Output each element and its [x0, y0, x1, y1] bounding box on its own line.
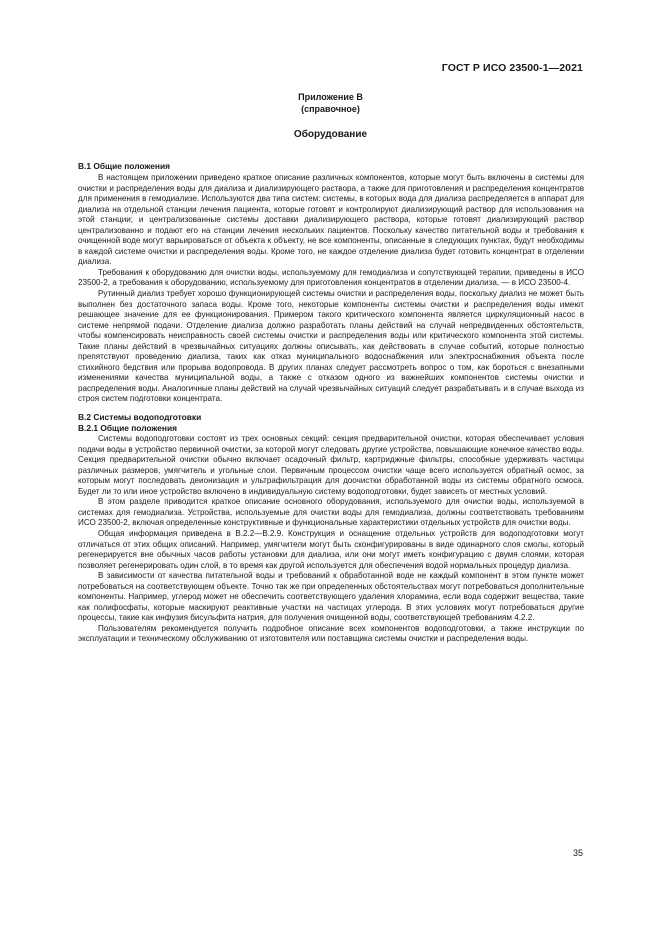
paragraph: Общая информация приведена в В.2.2—В.2.9. Конструкция и оснащение отдельных устройств для водоподготовки могут отличаться от этих общих описаний. Например, умягчители могут быть сконфигурированы в виде одинарного слоя смолы, который регенерируется вне обычных часов работы установки для диализа, или они могут иметь конфигурацию с двумя слоями, которая позволяет регенерировать один слой, в то время как другой используется для обеспечения водой нормальных процедур диализа. [78, 528, 584, 570]
section-heading-b1: В.1 Общие положения [78, 161, 171, 171]
subsection-heading-b2-1: В.2.1 Общие положения [78, 423, 177, 434]
annex-subtitle: (справочное) [301, 104, 360, 114]
paragraph: В этом разделе приводится краткое описание основного оборудования, используемого для очистки воды, используемой в системах для гемодиализа. Устройства, используемые для очистки воды для гемодиализа, должны соответствовать требованиям ИСО 23500-2, включая определенные конструктивные и функциональные характеристики отдельных устройств для очистки воды. [78, 497, 584, 528]
annex-heading: Оборудование [293, 129, 368, 140]
paragraph: Пользователям рекомендуется получить подробное описание всех компонентов водоподготовки, а также инструкции по эксплуатации и техническому обслуживанию от изготовителя или поставщика системы очистки и распределения воды. [78, 623, 584, 644]
annex-block [0, 91, 661, 115]
standard-header: ГОСТ Р ИСО 23500-1—2021 [441, 62, 583, 74]
paragraph: В настоящем приложении приведено краткое описание различных компонентов, которые могут быть включены в системы для очистки и распределения воды для диализа и диализирующего раствора, а также для приготовления и распределения концентратов для применения в гемодиализе. Используются два типа систем: системы, в которых вода для диализа распределяется в аппарат для диализа на отдельной станции лечения пациента, которые готовят и контролируют диализирующий раствор для использования на этой станции; и централизованные системы доставки диализирующего раствора, которые готовят диализирующий раствор централизованно и подают его на станции лечения нескольких пациентов. Поскольку качество питательной воды и требования к очищенной воде могут варьироваться от объекта к объекту, не все компоненты, описанные в следующих пунктах, будут необходимы в каждой системе очистки и распределения воды. Кроме того, не каждое отделение диализа будет готовить концентрат в отделении диализа. [78, 173, 584, 267]
paragraph: Системы водоподготовки состоят из трех основных секций: секция предварительной очистки, которая обеспечивает условия подачи воды в устройство первичной очистки, за которой могут следовать другие устройства, повышающие конечное качество воды. Секция предварительной очистки обычно включает осадочный фильтр, картриджные фильтры, способные удерживать частицы различных размеров, умягчитель и угольные слои. Первичным процессом очистки чаще всего используется обратный осмос, за которым могут последовать деионизация и ультрафильтрация для доочистки обработанной воды из системы обратного осмоса. Будет ли то или иное устройство включено в индивидуальную систему водоподготовки, будет зависеть от местных условий. [78, 434, 584, 496]
paragraph: Рутинный диализ требует хорошо функционирующей системы очистки и распределения воды, поскольку диализ не может быть выполнен без достаточного запаса воды. Кроме того, некоторые компоненты системы очистки и распределения воды имеют решающее значение для ее функционирования. Примером такого критического компонента является циркуляционный насос в системе непрямой подачи. Отделение диализа должно разработать планы действий на случай непредвиденных обстоятельств, чтобы компенсировать неисправность своей системы очистки и распределения воды или критического компонента этой системы. Такие планы действий в чрезвычайных ситуациях должны описывать, как действовать в случае событий, которые полностью препятствуют проведению диализа, таких как отказ муниципального водоснабжения или электроснабжения объекта после стихийного бедствия или прорыва водопровода. В других планах следует рассмотреть вопрос о том, как бороться с внезапными изменениями качества муниципальной воды, а также с отказом одного из важнейших компонентов системы очистки и распределения воды. Аналогичные планы действий на случай чрезвычайных ситуаций следует разрабатывать и в случае выхода из строя систем подготовки концентрата. [78, 289, 584, 404]
paragraph: В зависимости от качества питательной воды и требований к обработанной воде не каждый компонент в этом пункте может потребоваться на соответствующем объекте. Точно так же при определенных обстоятельствах могут потребоваться дополнительные компоненты. Например, углерод может не обеспечить соответствующего удаления хлорамина, если вода содержит вещества, такие как полифосфаты, которые маскируют реактивные участки на частицах углерода. В этих условиях могут потребоваться другие процессы, такие как инфузия бисульфита натрия, для получения очищенной воды, соответствующей требованиям 4.2.2. [78, 571, 584, 623]
page-number: 35 [572, 848, 583, 858]
annex-title: Приложение В [298, 92, 363, 102]
section-heading-b2: В.2 Системы водоподготовки [78, 412, 202, 423]
paragraph: Требования к оборудованию для очистки воды, используемому для гемодиализа и сопутствующей терапии, приведены в ИСО 23500-2, а требования к оборудованию, используемому для приготовления концентратов в отделении диализа, — в ИСО 23500-4. [78, 267, 584, 288]
document-body [78, 161, 584, 645]
